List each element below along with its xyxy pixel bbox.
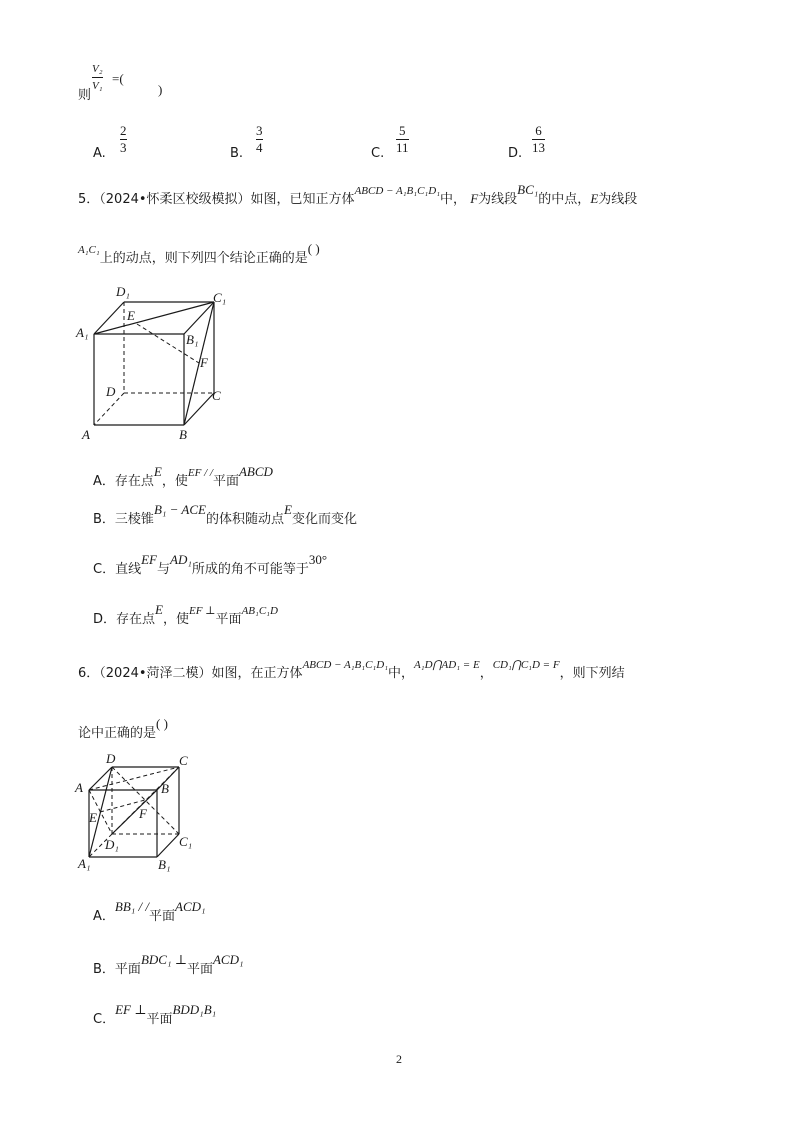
segment-a1c1	[94, 302, 214, 334]
prefix-text: 则	[78, 88, 92, 103]
q6-number: 6．	[78, 666, 100, 681]
q5-stem-line2: $^{A_1C_1}$上的动点，则下列四个结论正确的是( )	[78, 241, 320, 266]
q5-stem-line1: 5．（2024•怀柔区校级模拟）如图，已知正方体$^{ABCD - A_1B_1C_1D_1}$中， F为线段BC₁的中点，E为线段	[78, 182, 638, 207]
q6-source: （2024•菏泽二模）	[99, 666, 212, 681]
answer-blank: ( )	[156, 716, 168, 731]
page-number: 2	[396, 1052, 402, 1066]
q5-cube-figure	[74, 282, 234, 444]
q5-option-a[interactable]: A．存在点E，使$^{EF / /}$平面ABCD	[93, 464, 273, 489]
option-c-fraction: 5 11	[396, 123, 409, 155]
label-b: B	[161, 781, 169, 796]
q6-option-c[interactable]: C．EF ⊥平面BDD₁B₁	[93, 1002, 217, 1027]
label-d1: D₁	[116, 284, 130, 299]
label-c1: C₁	[179, 834, 193, 849]
prev-question-stem	[78, 62, 198, 102]
option-d-fraction: 6 13	[532, 123, 545, 155]
q5-number: 5．	[78, 192, 100, 207]
label-a1: A₁	[78, 856, 91, 871]
q6-stem-line1: 6．（2024•菏泽二模）如图，在正方体$^{ABCD - A_1B_1C_1D_1}$中，$^{A_1D⋂AD_1 = E}$，$^{CD_1⋂C_1D = F}$，则下列结	[78, 659, 625, 681]
q6-option-b[interactable]: B．平面BDC₁ ⊥平面ACD₁	[93, 952, 244, 977]
q5-option-d[interactable]: D．存在点E，使$^{EF \perp}$平面$^{AB_1C_1D}$	[93, 602, 278, 627]
q6-stem-line2: 论中正确的是( )	[78, 716, 168, 741]
label-a: A	[75, 780, 83, 795]
equals-paren: =(	[112, 71, 124, 86]
option-a-fraction: 2 3	[120, 123, 127, 155]
label-d1: D₁	[105, 837, 119, 852]
label-c1: C₁	[213, 290, 227, 305]
label-d: D	[106, 384, 116, 399]
answer-blank: ( )	[307, 241, 320, 256]
q5-option-c[interactable]: C．直线EF与AD₁所成的角不可能等于30°	[93, 552, 328, 577]
label-a1: A₁	[76, 325, 89, 340]
label-c: C	[212, 388, 221, 403]
label-f: F	[200, 355, 208, 370]
edge-a1d1	[94, 302, 124, 334]
label-d: D	[106, 752, 116, 766]
edge-b1c1	[157, 834, 179, 857]
q5-cube: ABCD − A₁B₁C₁D₁	[354, 185, 441, 197]
label-b1: B₁	[158, 857, 171, 872]
label-e: E	[127, 308, 135, 323]
q5-option-b[interactable]: B．三棱锥B₁ − ACE的体积随动点E变化而变化	[93, 502, 357, 527]
label-a: A	[82, 427, 90, 442]
label-b1: B₁	[186, 332, 199, 347]
q5-source: （2024•怀柔区校级模拟）	[99, 192, 251, 207]
option-b-fraction: 3 4	[256, 123, 263, 155]
label-e: E	[89, 810, 97, 825]
q6-cube: ABCD − A₁B₁C₁D₁	[302, 659, 389, 671]
label-c: C	[179, 753, 188, 768]
q6-option-a[interactable]: A．BB₁ / /平面ACD₁	[93, 899, 206, 924]
q6-cube-figure	[72, 752, 202, 877]
volume-ratio-fraction: V₂ V₁	[92, 63, 103, 92]
label-b: B	[179, 427, 187, 442]
label-f: F	[139, 806, 147, 821]
segment-bc1	[184, 302, 214, 425]
close-paren: )	[158, 82, 163, 97]
